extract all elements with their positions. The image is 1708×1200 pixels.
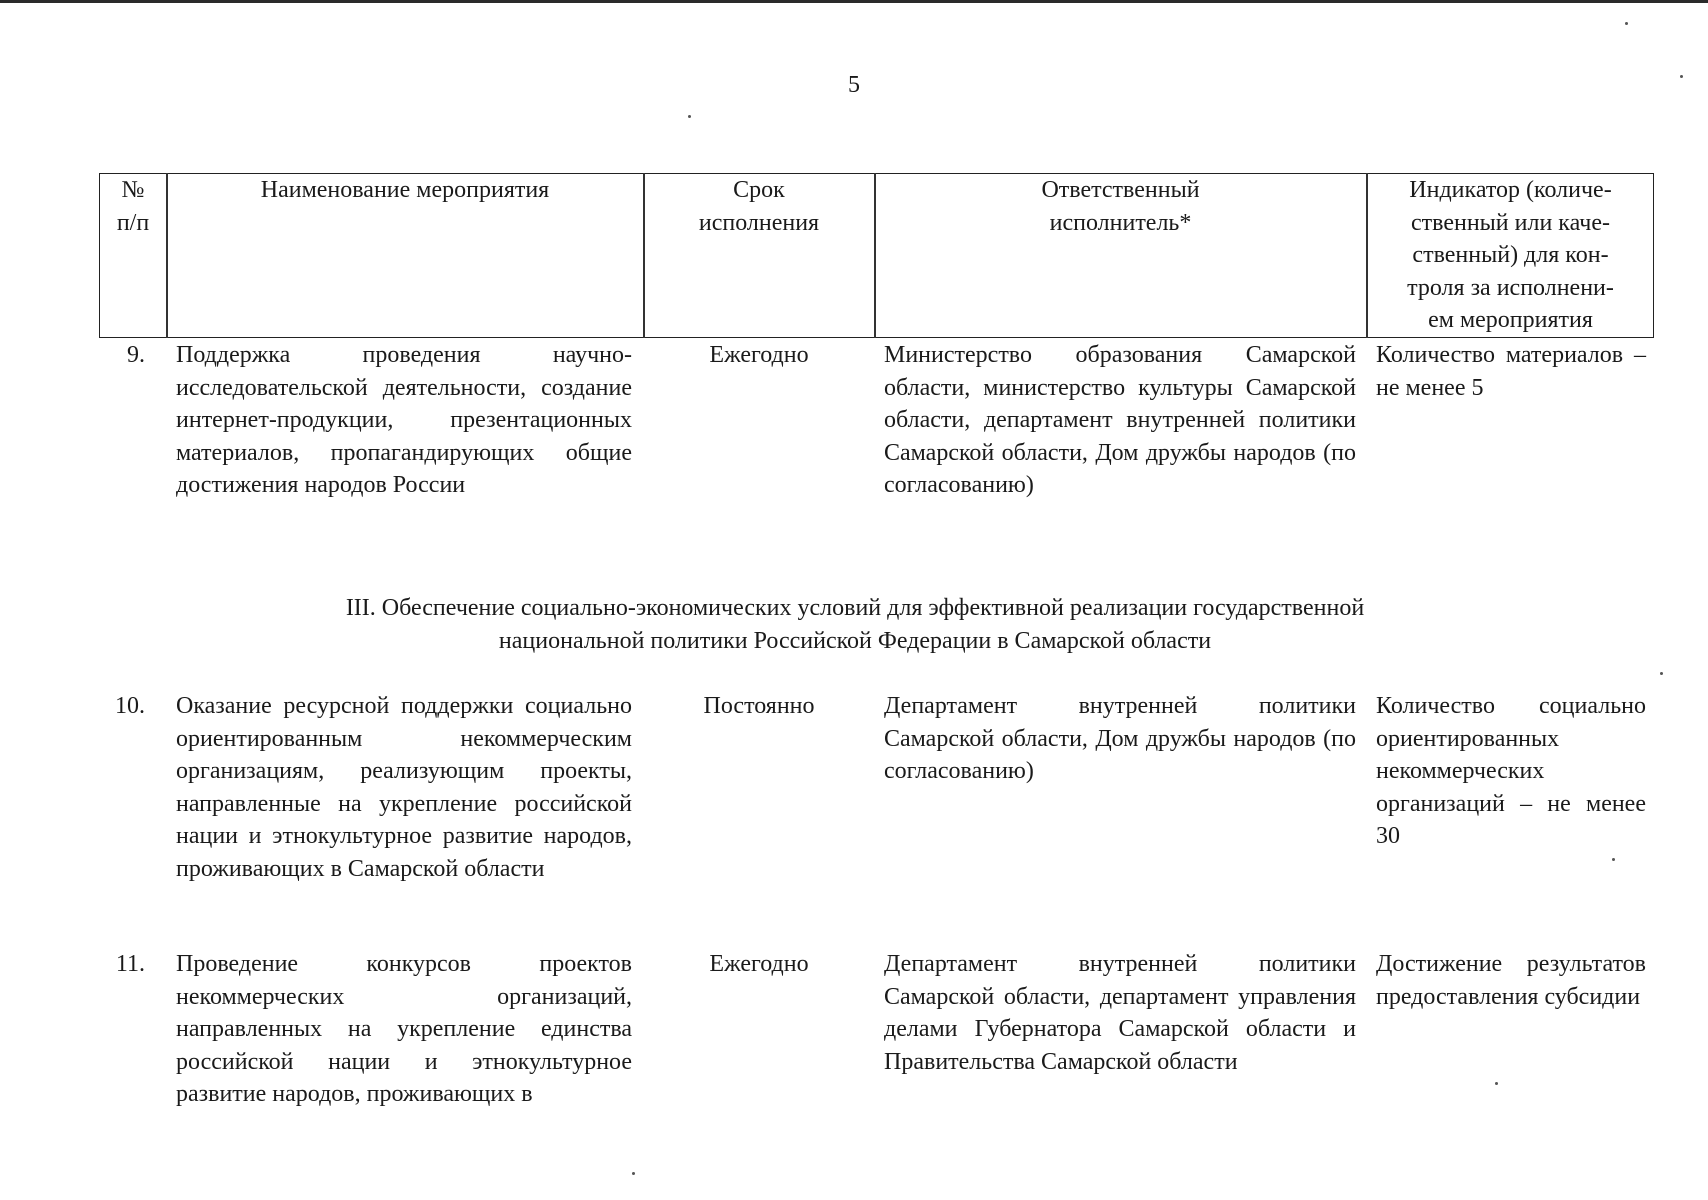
row-responsible: Департамент внутренней политики Самарской области, Дом дружбы народов (по согласованию) [884,693,1356,784]
section-title [200,592,1510,657]
row-name: Оказание ресурсной поддержки социально ориентированным некоммерческим организациям, реализующим проекты, направленные на укрепление российской нации и этнокультурное развитие народов, проживающих в Самарской области [176,693,632,882]
header-col-name: Наименование мероприятия [260,177,550,203]
section-title-line: национальной политики Российской Федерации в Самарской области [498,627,1212,654]
top-border-line [0,0,1708,3]
scan-speck [1495,1082,1498,1085]
scan-speck [1660,672,1663,675]
row-indicator: Достижение результатов предоставления субсидии [1376,951,1646,1010]
row-deadline: Ежегодно [709,342,809,368]
row-deadline: Постоянно [703,693,815,719]
scan-speck [632,1172,635,1175]
row-indicator: Количество социально ориентированных некоммерческих организаций – не менее 30 [1376,693,1646,849]
row-name: Проведение конкурсов проектов некоммерческих организаций, направленных на укрепление единства российской нации и этнокультурное развитие народов, проживающих в [176,951,632,1107]
scan-speck [1625,22,1628,25]
page-number: 5 [848,72,860,98]
header-col-indicator: Индикатор (количе- ственный или каче- ственный) для кон- троля за исполнени- ем мероприятия [1407,177,1614,333]
header-col-number: № п/п [116,177,150,236]
row-name: Поддержка проведения научно-исследовательской деятельности, создание интернет-продукции, презентационных материалов, пропагандирующих общие достижения народов России [176,342,632,498]
row-deadline: Ежегодно [709,951,809,977]
section-title-line: III. Обеспечение социально-экономических условий для эффективной реализации государственной [345,595,1365,621]
scan-speck [1680,75,1683,78]
header-col-deadline: Срок исполнения [698,177,820,236]
scan-speck [1612,858,1615,861]
row-responsible: Министерство образования Самарской области, министерство культуры Самарской области, департамент внутренней политики Самарской области, Дом дружбы народов (по согласованию) [884,342,1356,498]
scan-speck [688,115,691,118]
row-responsible: Департамент внутренней политики Самарской области, департамент управления делами Губернатора Самарской области и Правительства Самарской области [884,951,1356,1075]
row-number: 10. [115,693,145,719]
row-number: 9. [127,342,145,368]
header-col-responsible: Ответственный исполнитель* [1041,177,1200,236]
row-number: 11. [115,951,145,977]
row-indicator: Количество материалов – не менее 5 [1376,342,1646,401]
